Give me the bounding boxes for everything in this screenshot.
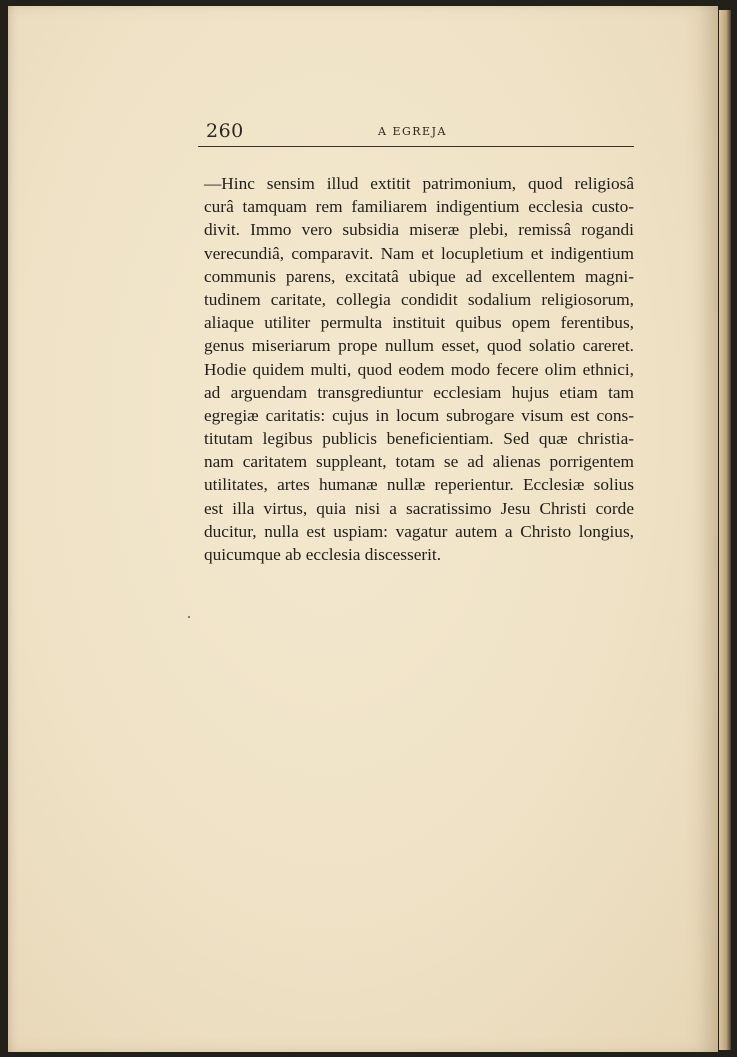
text-line: aliaque utiliter permulta instituit quibus opem ferentibus,	[204, 313, 634, 333]
body-paragraph	[204, 172, 634, 566]
text-line: est illa virtus, quia nisi a sacratissimo Jesu Christi corde	[204, 498, 634, 518]
text-line: curâ tamquam rem familiarem indigentium ecclesia custo-	[204, 197, 634, 217]
text-line: divit. Immo vero subsidia miseræ plebi, remissâ rogandi	[204, 220, 634, 240]
text-line: titutam legibus publicis beneficientiam. Sed quæ christia-	[204, 429, 634, 449]
text-line: verecundiâ, comparavit. Nam et locupletium et indigentium	[204, 243, 634, 263]
text-line: communis parens, excitatâ ubique ad excellentem magni-	[204, 266, 634, 286]
paper-speck	[188, 616, 190, 618]
text-line: utilitates, artes humanæ nullæ reperientur. Ecclesiæ solius	[204, 475, 634, 495]
running-head	[198, 118, 634, 147]
page-number: 260	[206, 120, 244, 142]
text-line: egregiæ caritatis: cujus in locum subrogare visum est cons-	[204, 405, 634, 425]
text-line: nam caritatem suppleant, totam se ad alienas porrigentem	[204, 452, 634, 472]
text-line: ad arguendam transgrediuntur ecclesiam hujus etiam tam	[204, 382, 634, 402]
text-line: genus miseriarum prope nullum esset, quod solatio careret.	[204, 336, 634, 356]
book-page	[8, 6, 718, 1052]
text-line: Hodie quidem multi, quod eodem modo fecere olim ethnici,	[204, 359, 634, 379]
running-title: A EGREJA	[378, 125, 447, 138]
text-line-last: quicumque ab ecclesia discesserit.	[204, 545, 442, 564]
text-line: ducitur, nulla est uspiam: vagatur autem a Christo longius,	[204, 521, 634, 541]
text-line: —Hinc sensim illud extitit patrimonium, quod religiosâ	[204, 174, 634, 193]
text-line: tudinem caritate, collegia condidit sodalium religiosorum,	[204, 289, 634, 309]
page-edge	[719, 10, 731, 1050]
